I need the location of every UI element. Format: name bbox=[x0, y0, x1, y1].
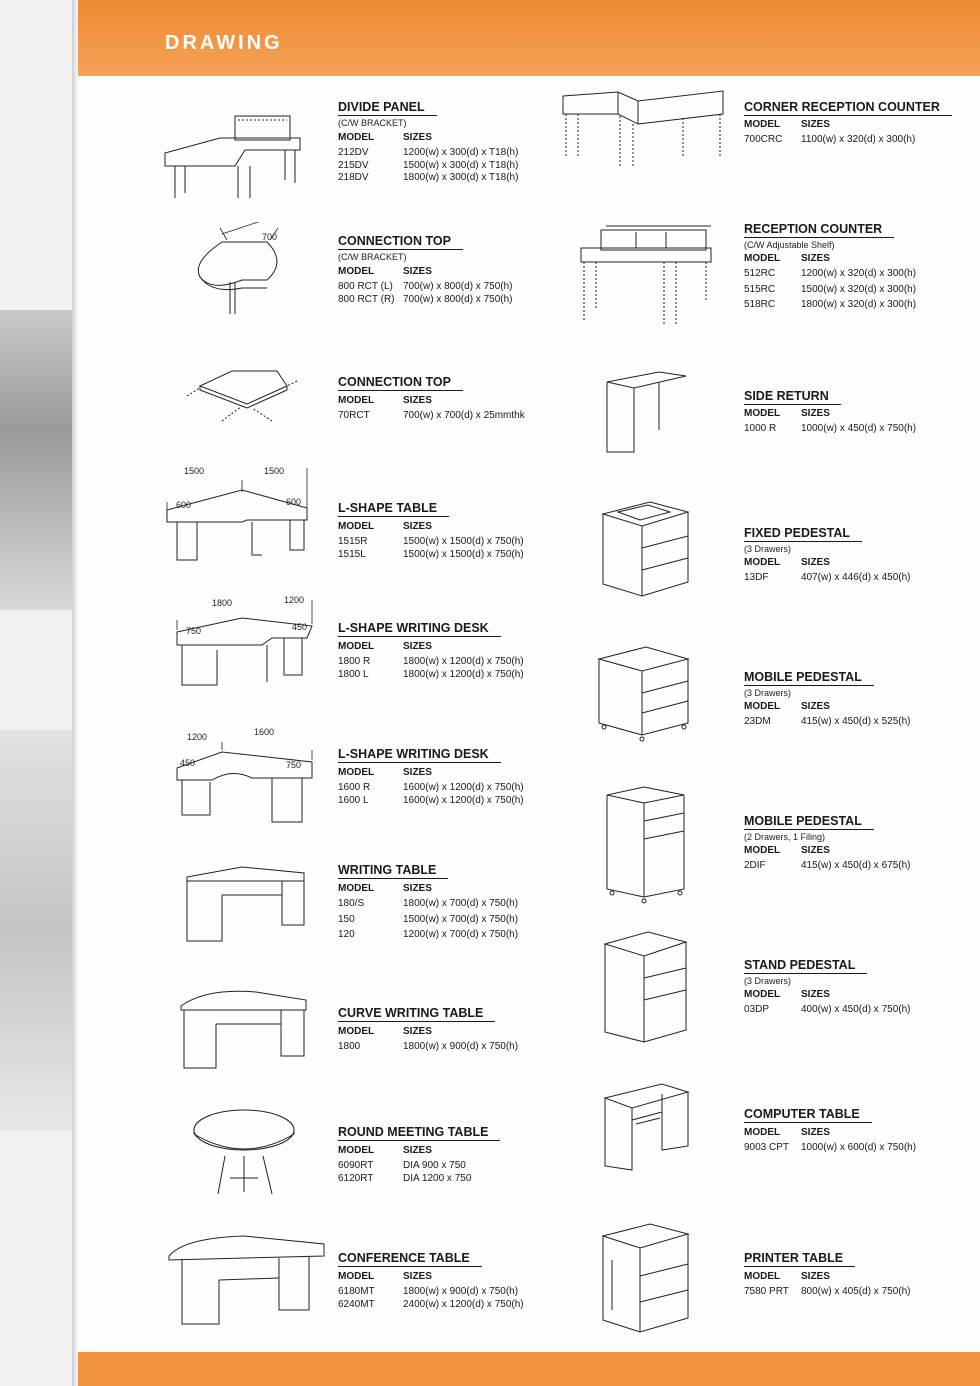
item-title: MOBILE PEDESTAL bbox=[744, 814, 874, 830]
model-code: 9003 CPT bbox=[744, 1142, 790, 1153]
dim-label: 600 bbox=[286, 497, 302, 507]
size-spec: 415(w) x 450(d) x 675(h) bbox=[801, 860, 911, 871]
model-header: MODEL bbox=[744, 845, 781, 856]
sizes-header: SIZES bbox=[801, 253, 830, 264]
model-header: MODEL bbox=[338, 1271, 375, 1282]
computer-table-drawing bbox=[602, 1080, 692, 1172]
sizes-header: SIZES bbox=[403, 266, 432, 277]
model-code: 1800 R bbox=[338, 656, 371, 667]
model-code: 218DV bbox=[338, 172, 369, 183]
round-meeting-table-drawing bbox=[190, 1108, 300, 1198]
sizes-header: SIZES bbox=[403, 395, 432, 406]
item-l-shape-writing-desk-1600 bbox=[338, 745, 568, 807]
model-code: 212DV bbox=[338, 147, 369, 158]
model-code: 23DM bbox=[744, 716, 771, 727]
item-conference-table bbox=[338, 1249, 568, 1311]
model-code: 6240MT bbox=[338, 1298, 375, 1310]
item-title: L-SHAPE WRITING DESK bbox=[338, 621, 501, 637]
footer-band bbox=[78, 1352, 980, 1386]
model-header: MODEL bbox=[744, 989, 781, 1000]
size-spec: 1800(w) x 900(d) x 750(h) bbox=[403, 1041, 519, 1052]
size-spec: 1800(w) x 1200(d) x 750(h) bbox=[403, 668, 524, 680]
model-code: 7580 PRT bbox=[744, 1286, 789, 1297]
sizes-header: SIZES bbox=[801, 701, 830, 712]
corner-reception-counter-drawing bbox=[558, 86, 728, 171]
item-subtitle: (3 Drawers) bbox=[744, 976, 792, 986]
dim-label: 1200 bbox=[187, 732, 208, 742]
page-title: DRAWING bbox=[165, 32, 283, 54]
item-title: L-SHAPE TABLE bbox=[338, 501, 449, 517]
item-title: ROUND MEETING TABLE bbox=[338, 1125, 500, 1141]
size-spec: 1500(w) x 700(d) x 750(h) bbox=[403, 913, 519, 925]
model-header: MODEL bbox=[338, 641, 375, 652]
item-connection-top-rct bbox=[338, 232, 568, 306]
model-code: 1515R bbox=[338, 536, 368, 547]
model-header: MODEL bbox=[744, 119, 781, 130]
model-code: 2DIF bbox=[744, 860, 766, 871]
writing-table-drawing bbox=[182, 865, 312, 947]
strip-photo-bottom bbox=[0, 730, 74, 1130]
size-spec: 1600(w) x 1200(d) x 750(h) bbox=[403, 782, 524, 793]
item-curve-writing-table bbox=[338, 1004, 568, 1054]
model-header: MODEL bbox=[744, 701, 781, 712]
item-title: CORNER RECEPTION COUNTER bbox=[744, 100, 952, 116]
size-spec: 1100(w) x 320(d) x 300(h) bbox=[801, 134, 916, 145]
sizes-header: SIZES bbox=[403, 1145, 432, 1156]
model-header: MODEL bbox=[338, 1145, 375, 1156]
model-code: 518RC bbox=[744, 299, 776, 310]
sizes-header: SIZES bbox=[801, 408, 830, 419]
connection-top-70rct-drawing bbox=[182, 366, 312, 431]
model-code: 1600 R bbox=[338, 782, 371, 793]
model-header: MODEL bbox=[744, 253, 781, 264]
size-spec: 1800(w) x 320(d) x 300(h) bbox=[801, 299, 917, 310]
size-spec: 1200(w) x 300(d) x T18(h) bbox=[403, 147, 519, 158]
model-code: 1515L bbox=[338, 548, 366, 560]
size-spec: 400(w) x 450(d) x 750(h) bbox=[801, 1004, 911, 1015]
connection-top-rct-drawing bbox=[192, 222, 302, 317]
item-connection-top-70rct bbox=[338, 373, 568, 423]
item-subtitle: (3 Drawers) bbox=[744, 544, 792, 554]
size-spec: DIA 900 x 750 bbox=[403, 1160, 466, 1171]
size-spec: 1000(w) x 600(d) x 750(h) bbox=[801, 1142, 917, 1153]
size-spec: 1800(w) x 300(d) x T18(h) bbox=[403, 172, 519, 183]
dim-label: 1600 bbox=[254, 727, 275, 737]
strip-photo-top bbox=[0, 310, 74, 610]
size-spec: 1800(w) x 700(d) x 750(h) bbox=[403, 898, 519, 909]
item-l-shape-writing-desk-1800 bbox=[338, 619, 568, 681]
sizes-header: SIZES bbox=[403, 1026, 432, 1037]
dim-label: 700 bbox=[262, 232, 278, 242]
size-spec: 2400(w) x 1200(d) x 750(h) bbox=[403, 1298, 524, 1310]
item-title: CONNECTION TOP bbox=[338, 234, 463, 250]
printer-table-drawing bbox=[600, 1220, 692, 1336]
sizes-header: SIZES bbox=[801, 1127, 830, 1138]
item-corner-reception-counter bbox=[744, 98, 974, 147]
dim-label: 450 bbox=[180, 758, 196, 768]
divide-panel-drawing bbox=[160, 108, 310, 203]
sizes-header: SIZES bbox=[403, 132, 432, 143]
size-spec: 1000(w) x 450(d) x 750(h) bbox=[801, 423, 917, 434]
model-header: MODEL bbox=[338, 1026, 375, 1037]
item-subtitle: (C/W Adjustable Shelf) bbox=[744, 240, 835, 250]
size-spec: 415(w) x 450(d) x 525(h) bbox=[801, 716, 911, 727]
item-round-meeting-table bbox=[338, 1123, 568, 1185]
model-header: MODEL bbox=[744, 1271, 781, 1282]
side-return-drawing bbox=[604, 370, 690, 456]
model-header: MODEL bbox=[338, 767, 375, 778]
item-reception-counter bbox=[744, 220, 974, 312]
conference-table-drawing bbox=[164, 1230, 328, 1326]
size-spec: 1500(w) x 1500(d) x 750(h) bbox=[403, 548, 524, 560]
sizes-header: SIZES bbox=[403, 641, 432, 652]
sizes-header: SIZES bbox=[403, 521, 432, 532]
item-subtitle: (3 Drawers) bbox=[744, 688, 792, 698]
left-photo-strip bbox=[0, 0, 74, 1386]
model-code: 6120RT bbox=[338, 1172, 374, 1184]
sizes-header: SIZES bbox=[403, 1271, 432, 1282]
dim-label: 450 bbox=[292, 622, 308, 632]
stand-pedestal-drawing bbox=[602, 930, 690, 1046]
size-spec: 1800(w) x 900(d) x 750(h) bbox=[403, 1286, 519, 1297]
binding-spine bbox=[72, 0, 78, 1386]
size-spec: 700(w) x 800(d) x 750(h) bbox=[403, 293, 513, 305]
sizes-header: SIZES bbox=[801, 119, 830, 130]
model-code: 1800 bbox=[338, 1041, 361, 1052]
item-mobile-pedestal-2dif bbox=[744, 812, 974, 873]
dim-label: 1500 bbox=[264, 466, 285, 476]
item-divide-panel bbox=[338, 98, 568, 185]
item-title: COMPUTER TABLE bbox=[744, 1107, 872, 1123]
size-spec: DIA 1200 x 750 bbox=[403, 1172, 472, 1184]
item-title: MOBILE PEDESTAL bbox=[744, 670, 874, 686]
item-stand-pedestal bbox=[744, 956, 974, 1017]
item-title: STAND PEDESTAL bbox=[744, 958, 867, 974]
model-code: 512RC bbox=[744, 268, 776, 279]
sizes-header: SIZES bbox=[801, 845, 830, 856]
item-mobile-pedestal-23dm bbox=[744, 668, 974, 729]
item-writing-table bbox=[338, 861, 568, 942]
fixed-pedestal-drawing bbox=[600, 500, 692, 598]
item-fixed-pedestal bbox=[744, 524, 974, 585]
model-header: MODEL bbox=[338, 266, 375, 277]
model-code: 515RC bbox=[744, 283, 776, 295]
sizes-header: SIZES bbox=[801, 557, 830, 568]
size-spec: 1200(w) x 700(d) x 750(h) bbox=[403, 929, 519, 940]
dim-label: 1200 bbox=[284, 595, 305, 605]
item-title: FIXED PEDESTAL bbox=[744, 526, 862, 542]
size-spec: 1500(w) x 320(d) x 300(h) bbox=[801, 283, 917, 295]
model-code: 13DF bbox=[744, 572, 769, 583]
model-code: 6090RT bbox=[338, 1160, 374, 1171]
sizes-header: SIZES bbox=[801, 989, 830, 1000]
sizes-header: SIZES bbox=[403, 767, 432, 778]
item-computer-table bbox=[744, 1105, 974, 1155]
model-header: MODEL bbox=[338, 395, 375, 406]
reception-counter-drawing bbox=[576, 220, 716, 330]
item-side-return bbox=[744, 387, 974, 436]
size-spec: 407(w) x 446(d) x 450(h) bbox=[801, 572, 911, 583]
sizes-header: SIZES bbox=[801, 1271, 830, 1282]
l-shape-writing-desk-1800-drawing bbox=[172, 590, 322, 690]
model-header: MODEL bbox=[338, 132, 375, 143]
item-title: SIDE RETURN bbox=[744, 389, 841, 405]
size-spec: 800(w) x 405(d) x 750(h) bbox=[801, 1286, 911, 1297]
sizes-header: SIZES bbox=[403, 883, 432, 894]
item-printer-table bbox=[744, 1249, 974, 1299]
item-title: DIVIDE PANEL bbox=[338, 100, 437, 116]
model-code: 70RCT bbox=[338, 410, 370, 421]
model-header: MODEL bbox=[744, 557, 781, 568]
dim-label: 1500 bbox=[184, 466, 205, 476]
item-subtitle: (C/W BRACKET) bbox=[338, 118, 407, 128]
item-title: CURVE WRITING TABLE bbox=[338, 1006, 495, 1022]
model-code: 6180MT bbox=[338, 1286, 375, 1297]
model-code: 800 RCT (R) bbox=[338, 293, 395, 305]
model-code: 120 bbox=[338, 929, 355, 940]
mobile-pedestal-23dm-drawing bbox=[596, 645, 692, 745]
item-title: PRINTER TABLE bbox=[744, 1251, 855, 1267]
model-code: 800 RCT (L) bbox=[338, 281, 393, 292]
size-spec: 1500(w) x 1500(d) x 750(h) bbox=[403, 536, 524, 547]
dim-label: 750 bbox=[286, 760, 302, 770]
model-header: MODEL bbox=[338, 521, 375, 532]
size-spec: 1800(w) x 1200(d) x 750(h) bbox=[403, 656, 524, 667]
mobile-pedestal-2dif-drawing bbox=[604, 785, 688, 905]
item-title: WRITING TABLE bbox=[338, 863, 448, 879]
size-spec: 1500(w) x 300(d) x T18(h) bbox=[403, 159, 519, 171]
item-title: CONNECTION TOP bbox=[338, 375, 463, 391]
model-code: 1600 L bbox=[338, 794, 369, 806]
model-header: MODEL bbox=[744, 408, 781, 419]
item-title: RECEPTION COUNTER bbox=[744, 222, 894, 238]
model-code: 700CRC bbox=[744, 134, 783, 145]
item-l-shape-table bbox=[338, 499, 568, 561]
size-spec: 1200(w) x 320(d) x 300(h) bbox=[801, 268, 917, 279]
dim-label: 600 bbox=[176, 500, 192, 510]
dim-label: 1800 bbox=[212, 598, 233, 608]
model-code: 1800 L bbox=[338, 668, 369, 680]
l-shape-table-drawing bbox=[162, 460, 312, 570]
model-code: 180/S bbox=[338, 898, 365, 909]
item-subtitle: (2 Drawers, 1 Filing) bbox=[744, 832, 826, 842]
size-spec: 1600(w) x 1200(d) x 750(h) bbox=[403, 794, 524, 806]
curve-writing-table-drawing bbox=[176, 988, 312, 1073]
size-spec: 700(w) x 700(d) x 25mmthk bbox=[403, 410, 525, 421]
dim-label: 750 bbox=[186, 626, 202, 636]
l-shape-writing-desk-1600-drawing bbox=[172, 720, 322, 825]
size-spec: 700(w) x 800(d) x 750(h) bbox=[403, 281, 513, 292]
model-code: 03DP bbox=[744, 1004, 770, 1015]
model-header: MODEL bbox=[338, 883, 375, 894]
item-subtitle: (C/W BRACKET) bbox=[338, 252, 407, 262]
model-code: 1000 R bbox=[744, 423, 777, 434]
model-header: MODEL bbox=[744, 1127, 781, 1138]
model-code: 215DV bbox=[338, 159, 369, 171]
item-title: L-SHAPE WRITING DESK bbox=[338, 747, 501, 763]
model-code: 150 bbox=[338, 913, 355, 925]
item-title: CONFERENCE TABLE bbox=[338, 1251, 482, 1267]
